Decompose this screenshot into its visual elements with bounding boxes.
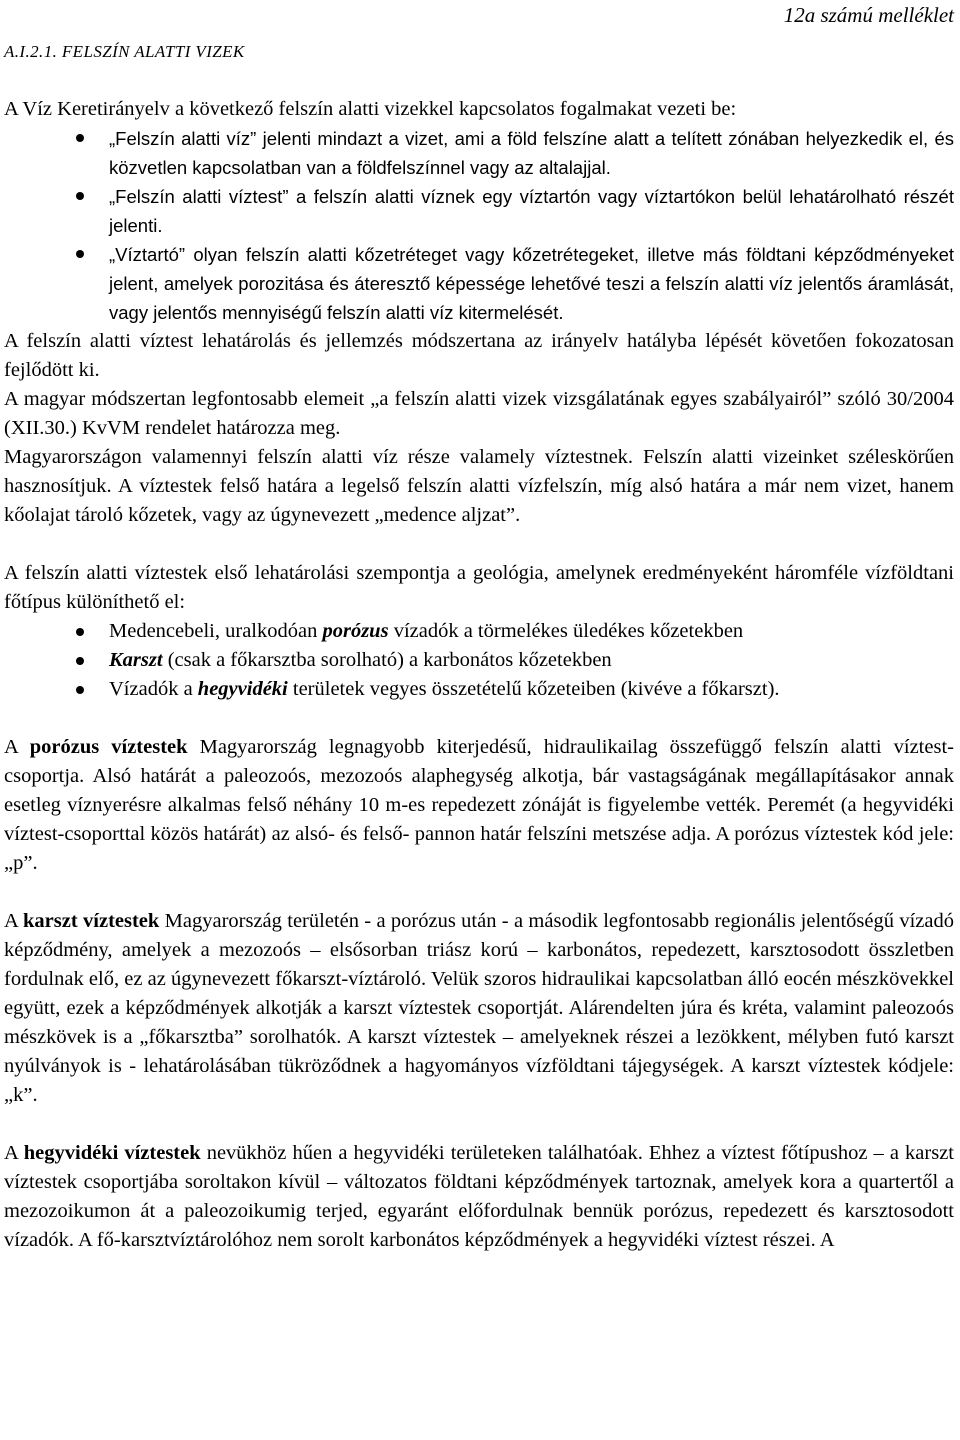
karst-paragraph: A karszt víztestek Magyarország területén - a porózus után - a második legfontosabb regionális jelentőségű vízadó képződmény, amelyek a mezozoós – elsősorban triász korú – karbonátos, repedezett, karsztosodott összletben fordulnak elő, ez az úgynevezett főkarszt-víztároló. Velük szoros hidraulikai kapcsolatban álló eocén mészkövekkel együtt, ezek a képződmények alkotják a karszt víztestek csoportját. Alárendelten júra és kréta, valamint paleozoós mészkövek is a „főkarsztba” sorolhatók. A karszt víztestek – amelyeknek részei a lezökkent, mélyben futó karszt nyúlványok is - lehatárolásában tükröződnek a hagyományos vízföldtani tájegységek. A karszt víztestek kódjele: „k”. <box>4 910 954 1106</box>
definition-item <box>4 240 954 327</box>
definition-text: „Felszín alatti víz” jelenti mindazt a vizet, ami a föld felszíne alatt a telített zónában helyezkedik el, és közvetlen kapcsolatban van a földfelszínnel vagy az altalajjal. <box>109 128 954 178</box>
bullet-icon <box>76 250 84 258</box>
type-item: Vízadók a hegyvidéki területek vegyes összetételű kőzeteiben (kivéve a főkarszt). <box>4 675 954 704</box>
spacer <box>4 1110 954 1139</box>
spacer <box>4 704 954 733</box>
definition-text: „Víztartó” olyan felszín alatti kőzetréteget vagy kőzetrétegeket, illetve más földtani képződményeket jelent, amelyek porozitása és áteresztő képessége lehetővé teszi a felszín alatti víz jelentős áramlását, vagy jelentős mennyiségű felszín alatti víz kitermelését. <box>109 244 954 323</box>
mountain-paragraph: A hegyvidéki víztestek nevükhöz hűen a hegyvidéki területeken találhatóak. Ehhez a víztest főtípushoz – a karszt víztestek csoportjába soroltakon kívül – változatos földtani képződmények tartoznak, amelyek kora a quartertől a mezozoikumon át a paleozoikumig terjed, egyaránt előfordulnak bennük porózus, repedezett és karsztosodott vízadók. A fő-karsztvíztárolóhoz nem sorolt karbonátos képződmények a hegyvidéki víztest részei. A <box>4 1142 954 1251</box>
type-emphasis: porózus <box>322 620 389 642</box>
spacer <box>4 530 954 559</box>
type-emphasis: Karszt <box>109 649 163 671</box>
mountain-term: hegyvidéki víztestek <box>23 1142 201 1164</box>
bullet-icon <box>76 657 84 665</box>
spacer <box>4 878 954 907</box>
regulation-paragraph: A magyar módszertan legfontosabb elemeit „a felszín alatti vizek vizsgálatának egyes szabályairól” szóló 30/2004 (XII.30.) KvVM rendelet határozza meg. <box>4 388 954 439</box>
methodology-paragraph: A felszín alatti víztest lehatárolás és jellemzés módszertana az irányelv hatályba lépését követően fokozatosan fejlődött ki. <box>4 330 954 381</box>
type-emphasis: hegyvidéki <box>197 678 288 700</box>
definitions-list <box>4 124 954 327</box>
bullet-icon <box>76 686 84 694</box>
definition-item <box>4 182 954 240</box>
karst-term: karszt víztestek <box>23 910 160 932</box>
porous-term: porózus víztestek <box>29 736 188 758</box>
intro-paragraph: A Víz Keretirányelv a következő felszín alatti vizekkel kapcsolatos fogalmakat vezeti be: <box>4 98 737 120</box>
types-list <box>4 617 954 704</box>
hungary-paragraph: Magyarországon valamennyi felszín alatti víz része valamely víztestnek. Felszín alatti vizeinket széleskörűen hasznosítjuk. A víztestek felső határa a legelső felszín alatti vízfelszín, míg alsó határa a már nem vizet, hanem kőolajat tároló kőzetek, vagy az úgynevezett „medence aljzat”. <box>4 446 954 526</box>
document-body <box>4 95 954 1255</box>
porous-paragraph: A porózus víztestek Magyarország legnagyobb kiterjedésű, hidraulikailag összefüggő felszín alatti víztest-csoportja. Alsó határát a paleozoós, mezozoós alaphegység alkotja, bár vastagságának megállapításakor annak esetleg víznyerésre alkalmas felső néhány 10 m-es repedezett zónáját is figyelembe vették. Peremét (a hegyvidéki víztest-csoporttal közös határát) az alsó- és felső- pannon határ felszíni metszése adja. A porózus víztestek kód jele: „p”. <box>4 736 954 874</box>
type-item: Medencebeli, uralkodóan porózus vízadók a törmelékes üledékes kőzetekben <box>4 617 954 646</box>
geology-paragraph: A felszín alatti víztestek első lehatárolási szempontja a geológia, amelynek eredményeként háromféle vízföldtani főtípus különíthető el: <box>4 562 954 613</box>
bullet-icon <box>76 134 84 142</box>
type-item: Karszt (csak a főkarsztba sorolható) a karbonátos kőzetekben <box>4 646 954 675</box>
annex-label: 12a számú melléklet <box>783 3 954 27</box>
definition-item <box>4 124 954 182</box>
definition-text: „Felszín alatti víztest” a felszín alatti víznek egy víztartón vagy víztartókon belül lehatárolható részét jelenti. <box>109 186 954 236</box>
section-title: A.I.2.1. FELSZÍN ALATTI VIZEK <box>4 42 245 61</box>
bullet-icon <box>76 628 84 636</box>
bullet-icon <box>76 192 84 200</box>
